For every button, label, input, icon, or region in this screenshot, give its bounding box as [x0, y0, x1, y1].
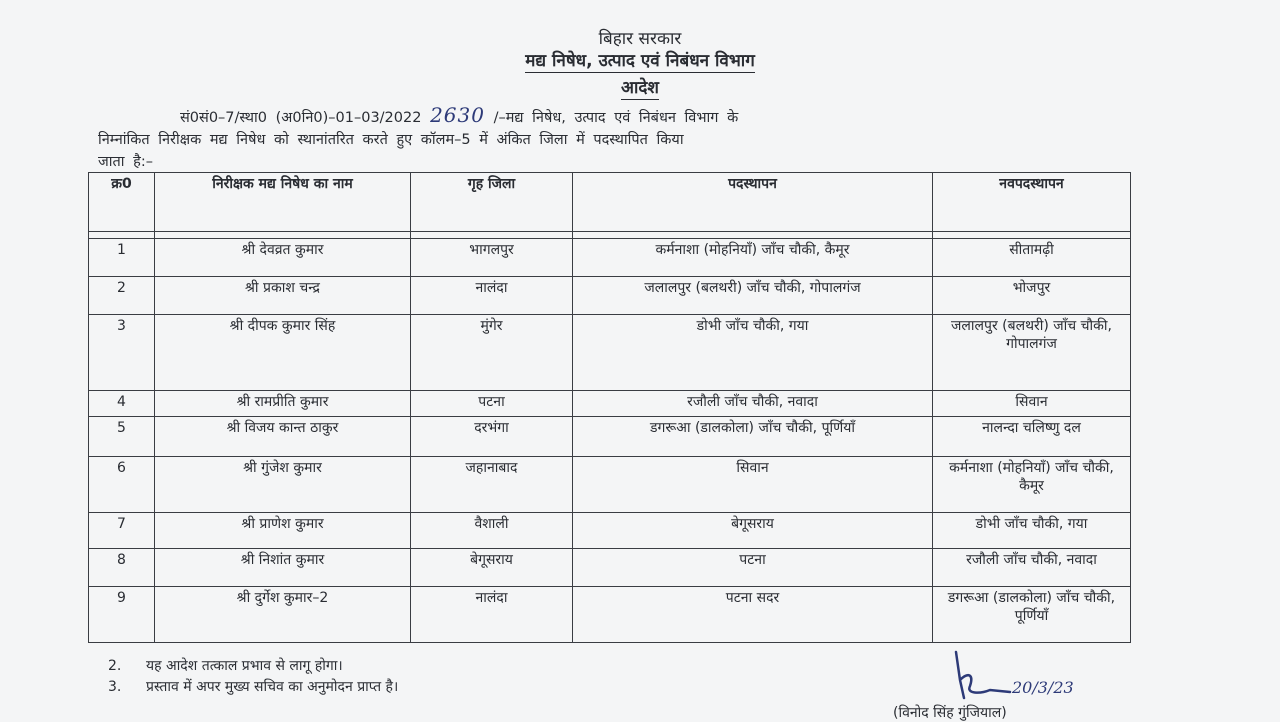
table-row	[89, 457, 1131, 513]
current-posting: डोभी जाँच चौकी, गया	[573, 315, 933, 391]
government-heading: बिहार सरकार	[598, 29, 682, 49]
home-district: मुंगेर	[411, 315, 573, 391]
order-line-1	[98, 104, 1178, 129]
new-posting: सीतामढ़ी	[933, 239, 1131, 277]
table-row	[89, 239, 1131, 277]
current-posting: कर्मनाशा (मोहनियाँ) जाँच चौकी, कैमूर	[573, 239, 933, 277]
new-posting: डोभी जाँच चौकी, गया	[933, 513, 1131, 549]
column-header: क्र0	[89, 173, 155, 232]
table-row	[89, 513, 1131, 549]
home-district: भागलपुर	[411, 239, 573, 277]
inspector-name: श्री दुर्गेश कुमार–2	[155, 587, 411, 643]
serial-number: 3	[89, 315, 155, 391]
inspector-name: श्री देवव्रत कुमार	[155, 239, 411, 277]
department-name: मद्य निषेध, उत्पाद एवं निबंधन विभाग	[525, 51, 755, 71]
home-district: बेगूसराय	[411, 549, 573, 587]
home-district: वैशाली	[411, 513, 573, 549]
table-row	[89, 315, 1131, 391]
serial-number: 5	[89, 417, 155, 457]
column-header: नवपदस्थापन	[933, 173, 1131, 232]
home-district: पटना	[411, 391, 573, 417]
footer-item-2	[108, 656, 343, 675]
new-posting: रजौली जाँच चौकी, नवादा	[933, 549, 1131, 587]
column-header: पदस्थापन	[573, 173, 933, 232]
table-row	[89, 391, 1131, 417]
transfer-table	[88, 172, 1131, 643]
new-posting: सिवान	[933, 391, 1131, 417]
inspector-name: श्री प्रकाश चन्द्र	[155, 277, 411, 315]
order-title-text: आदेश	[621, 78, 659, 98]
current-posting: पटना	[573, 549, 933, 587]
table-row	[89, 549, 1131, 587]
reference-number: 2630	[430, 103, 485, 127]
new-posting: डगरूआ (डालकोला) जाँच चौकी, पूर्णियाँ	[933, 587, 1131, 643]
order-line-2: निम्नांकित निरीक्षक मद्य निषेध को स्थानांतरित करते हुए कॉलम–5 में अंकित जिला में पदस्थापित किया	[98, 132, 684, 148]
serial-number: 7	[89, 513, 155, 549]
spacer-row	[89, 232, 1131, 239]
home-district: दरभंगा	[411, 417, 573, 457]
order-text-1: /–मद्य निषेध, उत्पाद एवं निबंधन विभाग के	[493, 110, 739, 126]
inspector-name: श्री विजय कान्त ठाकुर	[155, 417, 411, 457]
inspector-name: श्री गुंजेश कुमार	[155, 457, 411, 513]
reference-prefix: सं0सं0–7/स्था0 (अ0नि0)–01–03/2022	[180, 110, 422, 126]
serial-number: 8	[89, 549, 155, 587]
signer-name: (विनोद सिंह गुंजियाल)	[893, 705, 1007, 721]
column-header: निरीक्षक मद्य निषेध का नाम	[155, 173, 411, 232]
serial-number: 6	[89, 457, 155, 513]
current-posting: रजौली जाँच चौकी, नवादा	[573, 391, 933, 417]
serial-number: 2	[89, 277, 155, 315]
home-district: नालंदा	[411, 277, 573, 315]
table-row	[89, 587, 1131, 643]
order-title	[0, 75, 1280, 98]
new-posting: भोजपुर	[933, 277, 1131, 315]
column-header: गृह जिला	[411, 173, 573, 232]
footer-item-number: 2.	[108, 658, 122, 674]
current-posting: पटना सदर	[573, 587, 933, 643]
new-posting: जलालपुर (बलथरी) जाँच चौकी, गोपालगंज	[933, 315, 1131, 391]
home-district: जहानाबाद	[411, 457, 573, 513]
footer-item-text: यह आदेश तत्काल प्रभाव से लागू होगा।	[146, 658, 343, 674]
table-header-row	[89, 173, 1131, 232]
order-line-3: जाता है:–	[98, 154, 153, 170]
signature-date: 20/3/23	[1012, 678, 1074, 697]
footer-item-number: 3.	[108, 679, 122, 695]
department-heading	[0, 48, 1280, 71]
footer-item-3	[108, 677, 398, 696]
home-district: नालंदा	[411, 587, 573, 643]
table-body	[89, 232, 1131, 643]
table-row	[89, 277, 1131, 315]
inspector-name: श्री निशांत कुमार	[155, 549, 411, 587]
inspector-name: श्री दीपक कुमार सिंह	[155, 315, 411, 391]
current-posting: बेगूसराय	[573, 513, 933, 549]
serial-number: 1	[89, 239, 155, 277]
new-posting: नालन्दा चलिष्णु दल	[933, 417, 1131, 457]
current-posting: जलालपुर (बलथरी) जाँच चौकी, गोपालगंज	[573, 277, 933, 315]
current-posting: डगरूआ (डालकोला) जाँच चौकी, पूर्णियाँ	[573, 417, 933, 457]
serial-number: 9	[89, 587, 155, 643]
current-posting: सिवान	[573, 457, 933, 513]
footer-item-text: प्रस्ताव में अपर मुख्य सचिव का अनुमोदन प्राप्त है।	[146, 679, 399, 695]
inspector-name: श्री प्राणेश कुमार	[155, 513, 411, 549]
inspector-name: श्री रामप्रीति कुमार	[155, 391, 411, 417]
order-paragraph	[98, 104, 1178, 173]
new-posting: कर्मनाशा (मोहनियाँ) जाँच चौकी, कैमूर	[933, 457, 1131, 513]
table-row	[89, 417, 1131, 457]
serial-number: 4	[89, 391, 155, 417]
